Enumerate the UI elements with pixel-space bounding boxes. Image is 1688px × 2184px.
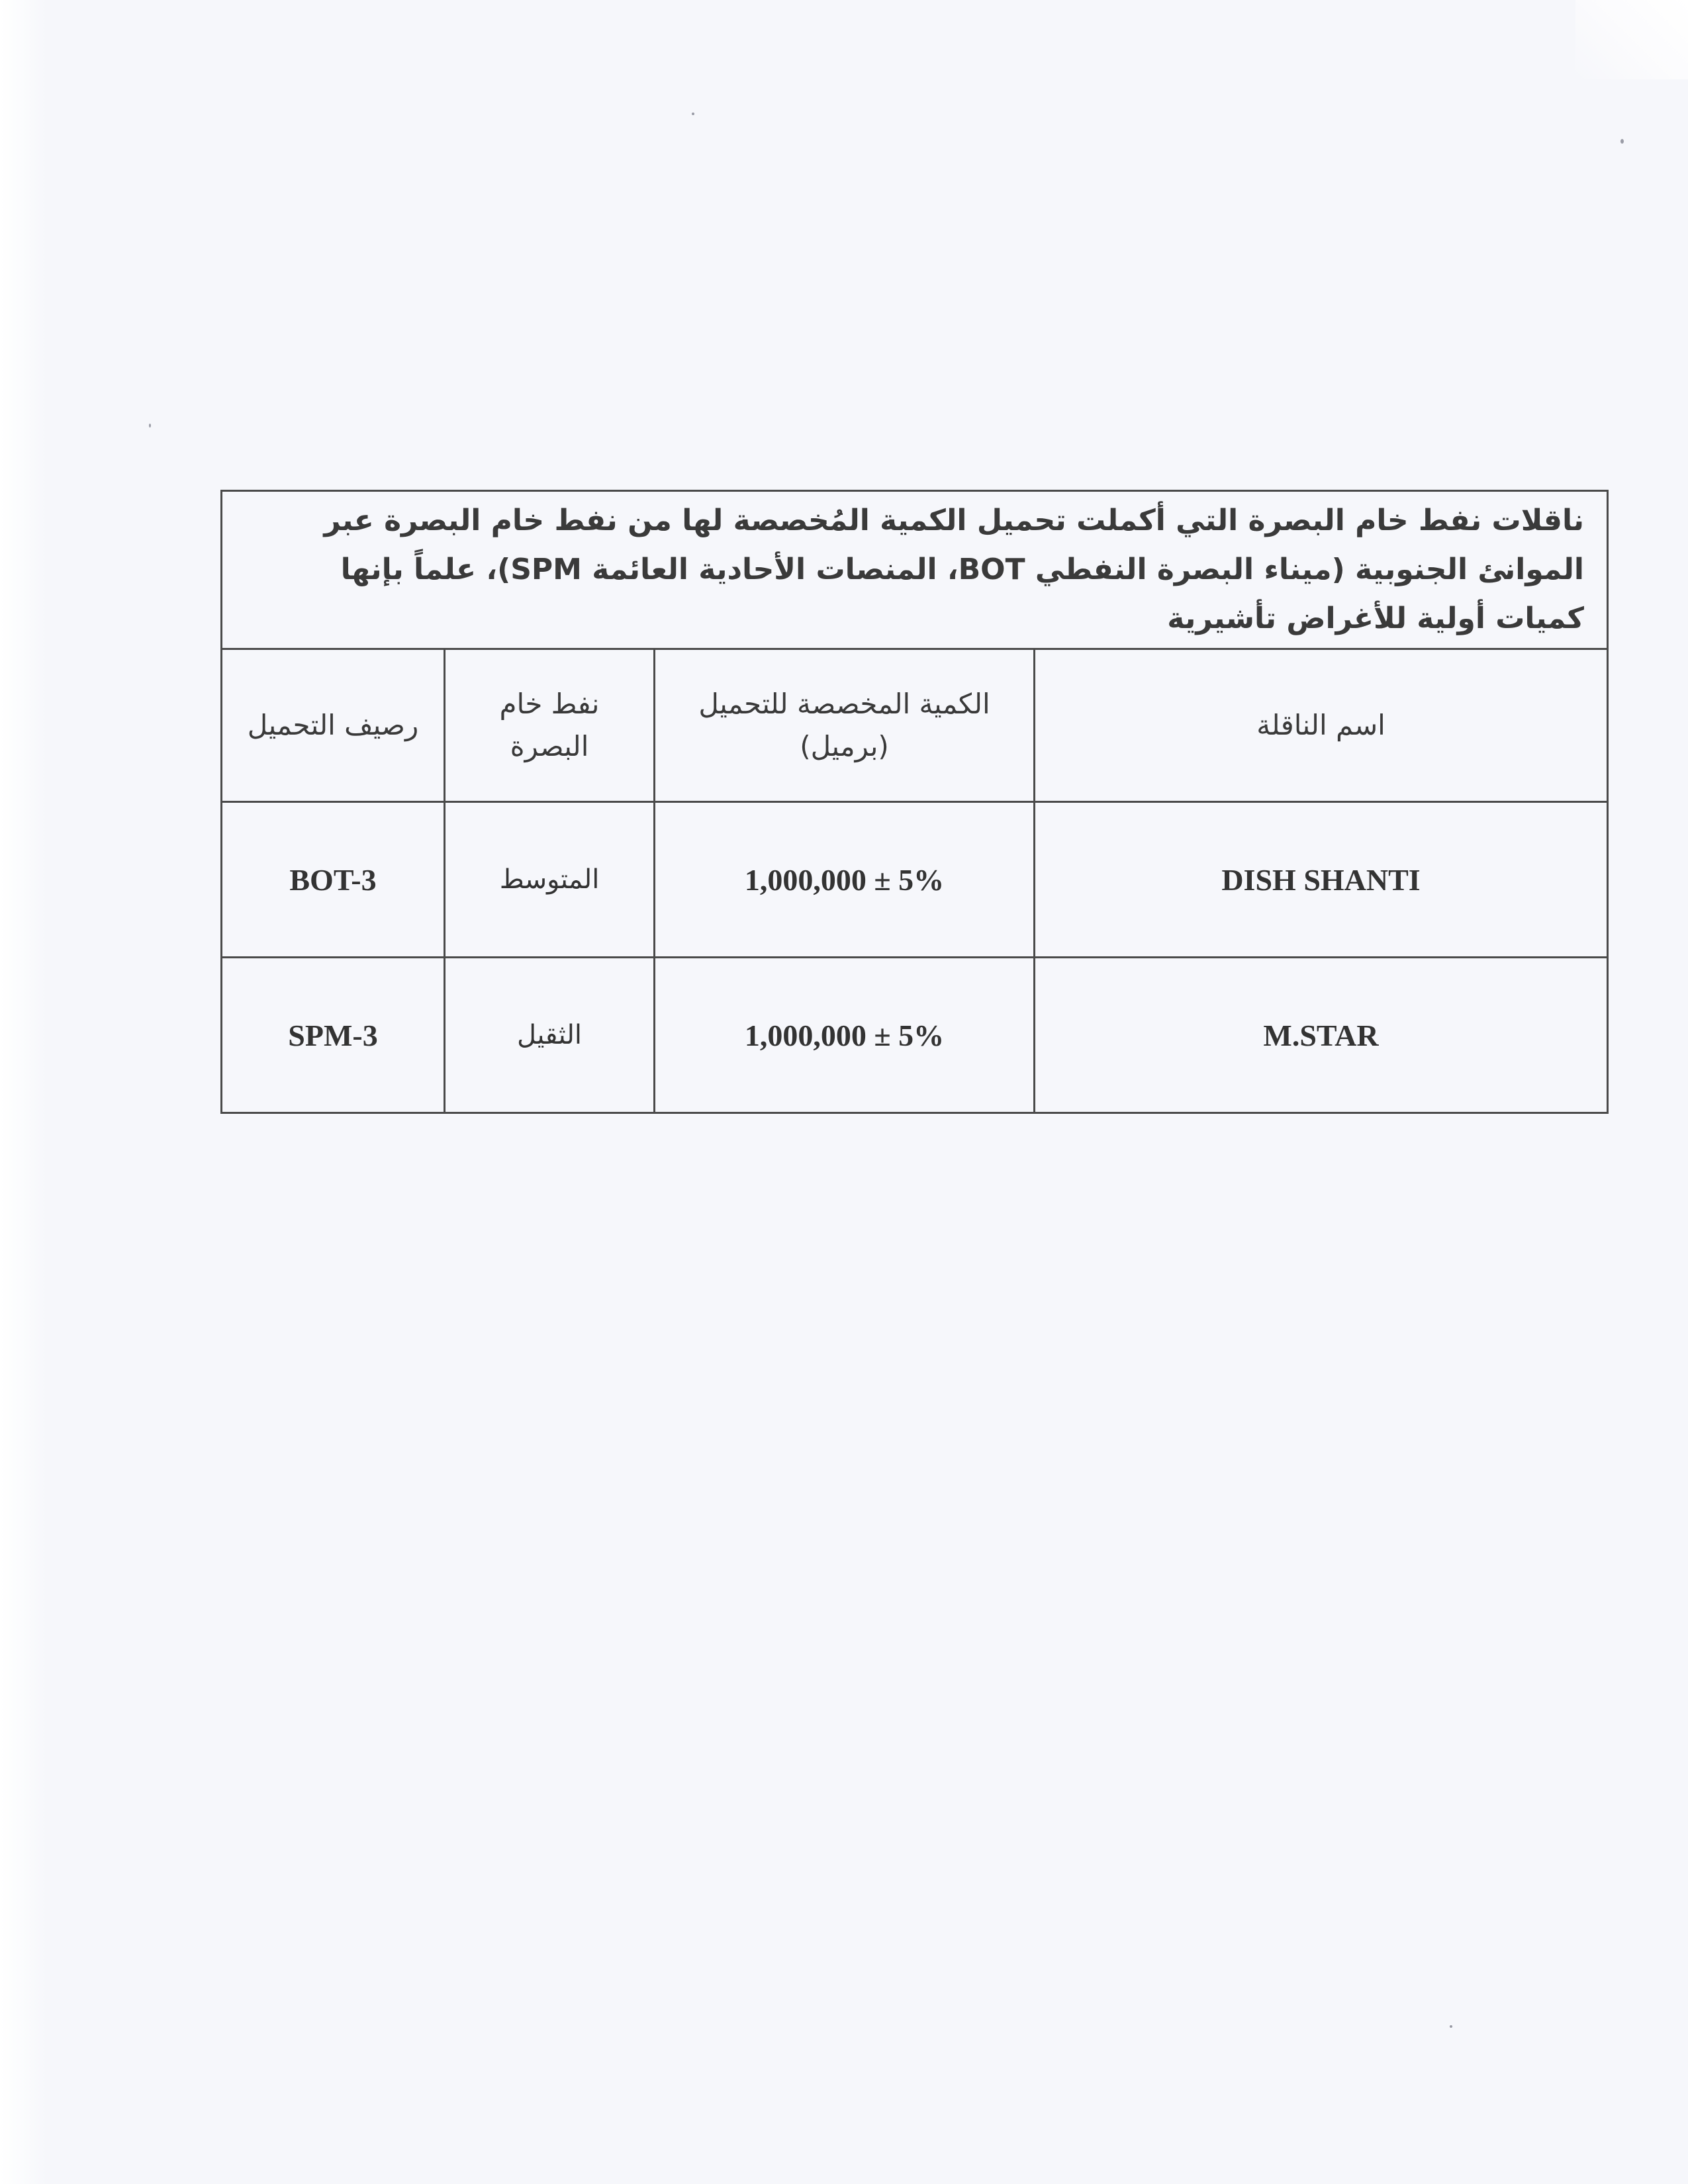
quantity-value: 1,000,000 ± 5% xyxy=(744,862,945,897)
scan-speck xyxy=(1620,139,1624,144)
cell-tanker-name: DISH SHANTI xyxy=(1035,802,1608,958)
table-row xyxy=(222,802,1608,958)
scan-speck xyxy=(149,424,151,428)
scan-speck xyxy=(692,113,694,115)
cell-tanker-name: M.STAR xyxy=(1035,958,1608,1113)
table-header-row xyxy=(222,649,1608,802)
table-title-row xyxy=(222,491,1608,649)
header-allocated-quantity-label: الكمية المخصصة للتحميل xyxy=(698,688,990,720)
header-crude-grade-line2: البصرة xyxy=(510,730,589,762)
quantity-value: 1,000,000 ± 5% xyxy=(744,1018,945,1052)
scan-left-edge xyxy=(0,0,46,2184)
tanker-loading-table xyxy=(220,490,1609,1114)
page-corner-fold xyxy=(1575,0,1688,79)
scan-speck xyxy=(1450,2025,1452,2028)
berth-value: SPM-3 xyxy=(288,1018,378,1052)
header-crude-grade-line1: نفط خام xyxy=(499,688,600,720)
cell-crude-grade: المتوسط xyxy=(445,802,655,958)
table-title: ناقلات نفط خام البصرة التي أكملت تحميل الكمية المُخصصة لها من نفط خام البصرة عبر الموانئ الجنوبية (ميناء البصرة النفطي BOT، المنصات الأحادية العائمة SPM)، علماً بإنها كميات أولية للأغراض تأشيرية xyxy=(222,491,1608,649)
header-tanker-name xyxy=(1035,649,1608,802)
header-allocated-quantity-unit: (برميل) xyxy=(800,730,889,762)
cell-quantity xyxy=(655,802,1035,958)
header-allocated-quantity xyxy=(655,649,1035,802)
header-loading-berth-label: رصيف التحميل xyxy=(247,709,419,741)
header-crude-grade xyxy=(445,649,655,802)
header-tanker-name-label: اسم الناقلة xyxy=(1256,709,1385,741)
cell-crude-grade: الثقيل xyxy=(445,958,655,1113)
cell-berth xyxy=(222,802,445,958)
berth-value: BOT-3 xyxy=(289,862,377,897)
table-row xyxy=(222,958,1608,1113)
header-loading-berth xyxy=(222,649,445,802)
cell-quantity xyxy=(655,958,1035,1113)
cell-berth xyxy=(222,958,445,1113)
